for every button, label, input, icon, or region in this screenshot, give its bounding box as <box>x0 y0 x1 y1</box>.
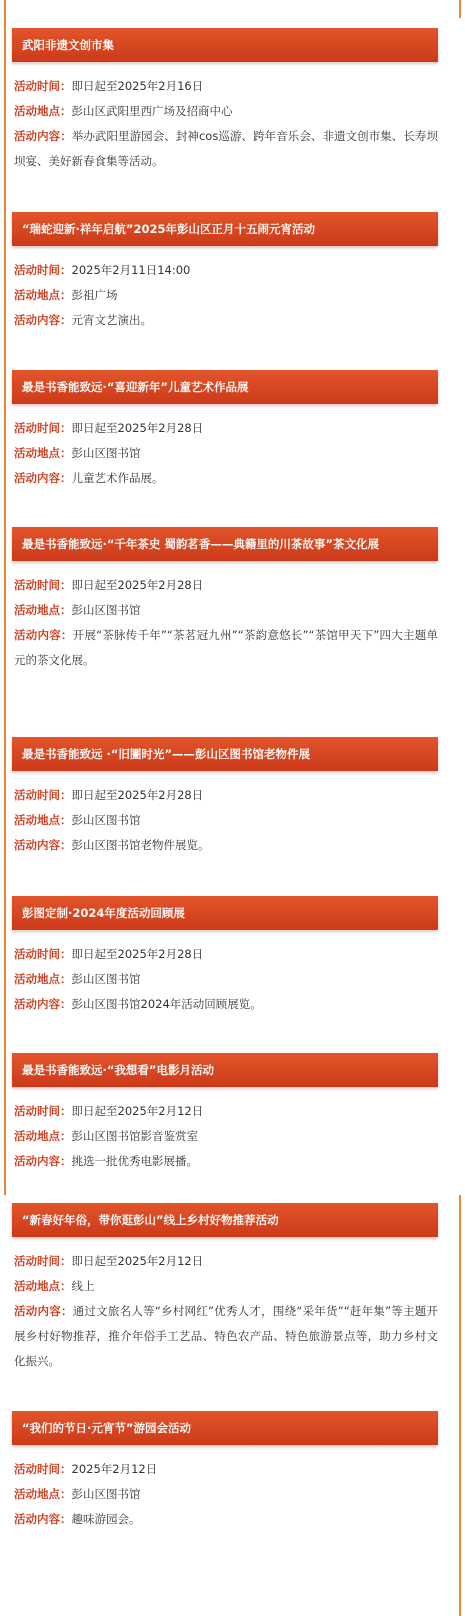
right-border-line-top <box>459 0 461 18</box>
event-place: 线上 <box>71 1279 95 1293</box>
place-label: 活动地点： <box>14 1279 72 1293</box>
event-time-row <box>14 1249 438 1274</box>
event-content-row <box>14 308 438 333</box>
event-title: 最是书香能致远·“我想看”电影月活动 <box>12 1053 438 1087</box>
time-label: 活动时间： <box>14 421 72 435</box>
event-content: 儿童艺术作品展。 <box>71 471 164 485</box>
event-details <box>12 1457 438 1532</box>
event-details <box>12 942 438 1017</box>
event-title: “瑞蛇迎新·祥年启航”2025年彭山区正月十五闹元宵活动 <box>12 212 438 246</box>
event-place-row <box>14 99 438 124</box>
event-place: 彭山区武阳里西广场及招商中心 <box>71 104 233 118</box>
event-details <box>12 74 438 174</box>
left-border-line <box>4 0 6 1195</box>
event-content: 挑选一批优秀电影展播。 <box>71 1154 198 1168</box>
event-time: 即日起至2025年2月28日 <box>71 421 204 435</box>
event-card <box>12 1203 438 1374</box>
event-place-row <box>14 598 438 623</box>
event-content-row <box>14 833 438 858</box>
time-label: 活动时间： <box>14 1462 72 1476</box>
event-time: 即日起至2025年2月16日 <box>71 79 204 93</box>
event-place: 彭山区图书馆影音鉴赏室 <box>71 1129 198 1143</box>
content-label: 活动内容： <box>14 129 72 143</box>
event-content-row <box>14 466 438 491</box>
event-details <box>12 416 438 491</box>
event-content: 彭山区图书馆老物件展览。 <box>71 838 210 852</box>
event-place-row <box>14 441 438 466</box>
place-label: 活动地点： <box>14 446 72 460</box>
event-card <box>12 527 438 673</box>
event-card <box>12 737 438 858</box>
content-label: 活动内容： <box>14 838 72 852</box>
event-content: 元宵文艺演出。 <box>71 313 152 327</box>
event-details <box>12 573 438 673</box>
content-label: 活动内容： <box>14 471 72 485</box>
event-title: 最是书香能致远 ·“旧圕时光”——彭山区图书馆老物件展 <box>12 737 438 771</box>
event-place: 彭山区图书馆 <box>71 1487 141 1501</box>
event-content-row <box>14 1299 438 1374</box>
event-title: “我们的节日·元宵节”游园会活动 <box>12 1411 438 1445</box>
event-place: 彭山区图书馆 <box>71 446 141 460</box>
event-time: 2025年2月11日14:00 <box>71 263 191 277</box>
event-time-row <box>14 416 438 441</box>
event-time-row <box>14 573 438 598</box>
event-details <box>12 1099 438 1174</box>
event-time-row <box>14 258 438 283</box>
event-card <box>12 1411 438 1532</box>
content-label: 活动内容： <box>14 1304 73 1318</box>
event-time-row <box>14 74 438 99</box>
place-label: 活动地点： <box>14 1129 72 1143</box>
place-label: 活动地点： <box>14 288 72 302</box>
event-content: 开展“茶脉传千年”“茶茗冠九州”“茶韵意悠长”“茶馆甲天下”四大主题单元的茶文化展。 <box>14 628 438 667</box>
content-label: 活动内容： <box>14 313 72 327</box>
event-time: 即日起至2025年2月28日 <box>71 578 204 592</box>
event-time-row <box>14 783 438 808</box>
event-time: 即日起至2025年2月28日 <box>71 947 204 961</box>
event-card <box>12 1053 438 1174</box>
place-label: 活动地点： <box>14 972 72 986</box>
event-title: 彭图定制·2024年度活动回顾展 <box>12 896 438 930</box>
event-place: 彭山区图书馆 <box>71 813 141 827</box>
event-title: 武阳非遗文创市集 <box>12 28 438 62</box>
content-label: 活动内容： <box>14 1512 72 1526</box>
time-label: 活动时间： <box>14 578 72 592</box>
event-place-row <box>14 1274 438 1299</box>
event-content-row <box>14 1149 438 1174</box>
event-place: 彭山区图书馆 <box>71 603 141 617</box>
event-place-row <box>14 283 438 308</box>
event-details <box>12 258 438 333</box>
event-content-row <box>14 124 438 174</box>
event-content: 举办武阳里游园会、封神cos巡游、跨年音乐会、非遗文创市集、长寿坝坝宴、美好新春食集等活动。 <box>14 129 438 168</box>
event-content-row <box>14 992 438 1017</box>
place-label: 活动地点： <box>14 813 72 827</box>
time-label: 活动时间： <box>14 1104 72 1118</box>
event-content-row <box>14 623 438 673</box>
event-place: 彭祖广场 <box>71 288 118 302</box>
event-time: 即日起至2025年2月12日 <box>71 1254 204 1268</box>
time-label: 活动时间： <box>14 947 72 961</box>
event-place-row <box>14 1482 438 1507</box>
event-place-row <box>14 967 438 992</box>
event-time-row <box>14 1457 438 1482</box>
event-card <box>12 896 438 1017</box>
event-title: 最是书香能致远·“千年茶史 蜀韵茗香——典籍里的川茶故事”茶文化展 <box>12 527 438 561</box>
event-title: “新春好年俗，带你逛彭山”线上乡村好物推荐活动 <box>12 1203 438 1237</box>
event-content: 趣味游园会。 <box>71 1512 141 1526</box>
event-card <box>12 212 438 333</box>
right-border-line <box>459 1195 461 1616</box>
place-label: 活动地点： <box>14 104 72 118</box>
event-time: 2025年2月12日 <box>71 1462 158 1476</box>
event-place: 彭山区图书馆 <box>71 972 141 986</box>
event-time-row <box>14 1099 438 1124</box>
event-time: 即日起至2025年2月28日 <box>71 788 204 802</box>
event-content: 通过文旅名人等“乡村网红”优秀人才，围绕“采年货”“赶年集”等主题开展乡村好物推荐，推介年俗手工艺品、特色农产品、特色旅游景点等，助力乡村文化振兴。 <box>14 1304 438 1368</box>
event-details <box>12 1249 438 1374</box>
place-label: 活动地点： <box>14 1487 72 1501</box>
event-card <box>12 28 438 174</box>
event-content: 彭山区图书馆2024年活动回顾展览。 <box>71 997 262 1011</box>
event-time: 即日起至2025年2月12日 <box>71 1104 204 1118</box>
content-label: 活动内容： <box>14 628 73 642</box>
event-title: 最是书香能致远·“喜迎新年”儿童艺术作品展 <box>12 370 438 404</box>
time-label: 活动时间： <box>14 263 72 277</box>
event-place-row <box>14 808 438 833</box>
content-label: 活动内容： <box>14 1154 72 1168</box>
content-label: 活动内容： <box>14 997 72 1011</box>
event-content-row <box>14 1507 438 1532</box>
event-place-row <box>14 1124 438 1149</box>
time-label: 活动时间： <box>14 79 72 93</box>
event-details <box>12 783 438 858</box>
event-card <box>12 370 438 491</box>
time-label: 活动时间： <box>14 1254 72 1268</box>
place-label: 活动地点： <box>14 603 72 617</box>
time-label: 活动时间： <box>14 788 72 802</box>
event-time-row <box>14 942 438 967</box>
